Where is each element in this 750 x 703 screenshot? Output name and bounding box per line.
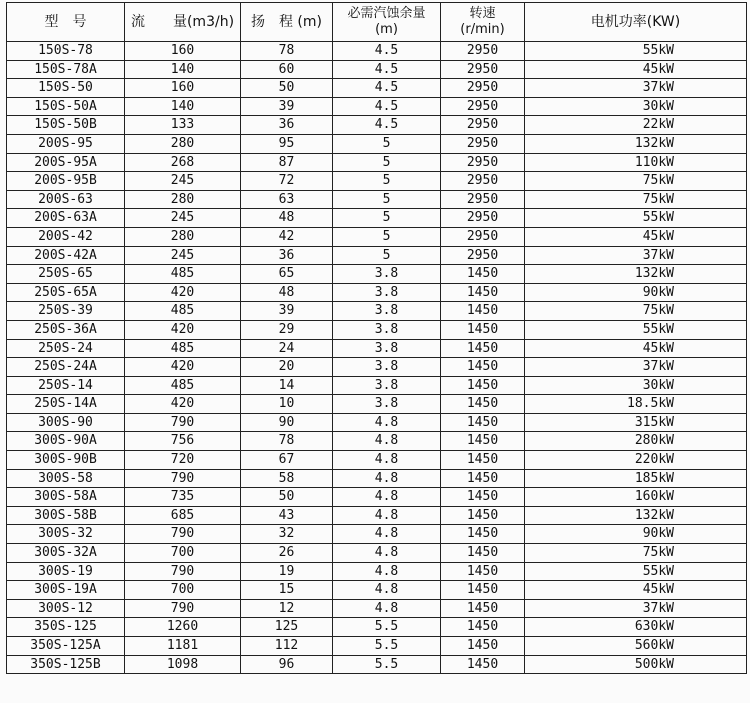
cell-head: 15 — [241, 581, 333, 600]
header-npsh: 必需汽蚀余量 (m) — [333, 3, 441, 42]
cell-model: 300S-12 — [7, 599, 125, 618]
cell-model: 250S-14 — [7, 376, 125, 395]
table-row — [7, 227, 747, 246]
cell-npsh: 4.8 — [333, 488, 441, 507]
cell-speed: 1450 — [441, 265, 525, 284]
cell-power: 55kW — [525, 42, 747, 61]
cell-head: 36 — [241, 246, 333, 265]
cell-model: 150S-50B — [7, 116, 125, 135]
cell-speed: 2950 — [441, 97, 525, 116]
cell-flow: 140 — [125, 97, 241, 116]
cell-speed: 2950 — [441, 60, 525, 79]
table-row — [7, 544, 747, 563]
cell-model: 300S-58A — [7, 488, 125, 507]
cell-power: 90kW — [525, 525, 747, 544]
table-row — [7, 265, 747, 284]
cell-power: 37kW — [525, 246, 747, 265]
cell-head: 125 — [241, 618, 333, 637]
cell-speed: 2950 — [441, 190, 525, 209]
cell-npsh: 5.5 — [333, 655, 441, 674]
cell-npsh: 4.8 — [333, 432, 441, 451]
cell-npsh: 4.5 — [333, 116, 441, 135]
cell-model: 300S-32A — [7, 544, 125, 563]
cell-model: 300S-32 — [7, 525, 125, 544]
cell-flow: 245 — [125, 172, 241, 191]
cell-model: 300S-90A — [7, 432, 125, 451]
cell-flow: 420 — [125, 395, 241, 414]
table-row — [7, 190, 747, 209]
cell-flow: 700 — [125, 581, 241, 600]
header-model: 型 号 — [7, 3, 125, 42]
table-row — [7, 302, 747, 321]
cell-speed: 1450 — [441, 413, 525, 432]
cell-npsh: 5 — [333, 172, 441, 191]
cell-head: 39 — [241, 302, 333, 321]
cell-power: 630kW — [525, 618, 747, 637]
cell-model: 200S-95B — [7, 172, 125, 191]
cell-power: 160kW — [525, 488, 747, 507]
cell-npsh: 3.8 — [333, 395, 441, 414]
cell-speed: 1450 — [441, 655, 525, 674]
cell-model: 200S-63 — [7, 190, 125, 209]
cell-speed: 1450 — [441, 395, 525, 414]
cell-model: 150S-78A — [7, 60, 125, 79]
table-row — [7, 618, 747, 637]
cell-speed: 1450 — [441, 525, 525, 544]
cell-speed: 1450 — [441, 581, 525, 600]
cell-model: 200S-42A — [7, 246, 125, 265]
cell-power: 18.5kW — [525, 395, 747, 414]
table-row — [7, 283, 747, 302]
cell-power: 280kW — [525, 432, 747, 451]
header-head: 扬 程 (m) — [241, 3, 333, 42]
cell-speed: 1450 — [441, 469, 525, 488]
cell-model: 150S-50A — [7, 97, 125, 116]
cell-npsh: 5 — [333, 190, 441, 209]
cell-flow: 790 — [125, 469, 241, 488]
cell-npsh: 3.8 — [333, 283, 441, 302]
cell-flow: 140 — [125, 60, 241, 79]
cell-model: 250S-39 — [7, 302, 125, 321]
cell-flow: 420 — [125, 358, 241, 377]
table-row — [7, 320, 747, 339]
cell-npsh: 4.8 — [333, 599, 441, 618]
cell-speed: 2950 — [441, 134, 525, 153]
table-row — [7, 209, 747, 228]
cell-npsh: 5.5 — [333, 618, 441, 637]
cell-npsh: 3.8 — [333, 302, 441, 321]
cell-head: 50 — [241, 79, 333, 98]
cell-head: 39 — [241, 97, 333, 116]
cell-flow: 160 — [125, 79, 241, 98]
table-row — [7, 395, 747, 414]
cell-flow: 790 — [125, 525, 241, 544]
cell-power: 30kW — [525, 97, 747, 116]
table-row — [7, 42, 747, 61]
table-row — [7, 506, 747, 525]
cell-flow: 485 — [125, 339, 241, 358]
cell-head: 14 — [241, 376, 333, 395]
cell-flow: 485 — [125, 376, 241, 395]
cell-flow: 485 — [125, 302, 241, 321]
cell-head: 58 — [241, 469, 333, 488]
table-row — [7, 413, 747, 432]
cell-speed: 1450 — [441, 320, 525, 339]
table-row — [7, 339, 747, 358]
cell-power: 132kW — [525, 265, 747, 284]
cell-npsh: 3.8 — [333, 320, 441, 339]
table-body — [7, 42, 747, 674]
cell-speed: 1450 — [441, 544, 525, 563]
cell-npsh: 5 — [333, 209, 441, 228]
cell-power: 75kW — [525, 190, 747, 209]
cell-speed: 1450 — [441, 562, 525, 581]
cell-flow: 735 — [125, 488, 241, 507]
cell-power: 55kW — [525, 562, 747, 581]
cell-head: 112 — [241, 637, 333, 656]
header-power: 电机功率(KW) — [525, 3, 747, 42]
cell-npsh: 4.5 — [333, 42, 441, 61]
cell-npsh: 3.8 — [333, 265, 441, 284]
cell-head: 67 — [241, 451, 333, 470]
pump-spec-table — [6, 2, 747, 674]
cell-power: 45kW — [525, 339, 747, 358]
cell-head: 29 — [241, 320, 333, 339]
cell-speed: 2950 — [441, 42, 525, 61]
cell-npsh: 5 — [333, 153, 441, 172]
cell-model: 150S-78 — [7, 42, 125, 61]
cell-model: 350S-125A — [7, 637, 125, 656]
cell-model: 300S-19 — [7, 562, 125, 581]
table-row — [7, 451, 747, 470]
cell-power: 185kW — [525, 469, 747, 488]
cell-power: 500kW — [525, 655, 747, 674]
cell-flow: 485 — [125, 265, 241, 284]
table-row — [7, 655, 747, 674]
cell-flow: 1260 — [125, 618, 241, 637]
cell-speed: 1450 — [441, 302, 525, 321]
cell-power: 37kW — [525, 599, 747, 618]
cell-npsh: 4.8 — [333, 581, 441, 600]
cell-head: 48 — [241, 283, 333, 302]
cell-flow: 133 — [125, 116, 241, 135]
cell-head: 87 — [241, 153, 333, 172]
cell-head: 60 — [241, 60, 333, 79]
cell-model: 200S-63A — [7, 209, 125, 228]
table-row — [7, 581, 747, 600]
cell-model: 300S-19A — [7, 581, 125, 600]
table-row — [7, 376, 747, 395]
cell-power: 30kW — [525, 376, 747, 395]
cell-power: 45kW — [525, 227, 747, 246]
cell-head: 78 — [241, 42, 333, 61]
cell-npsh: 3.8 — [333, 376, 441, 395]
cell-flow: 790 — [125, 413, 241, 432]
cell-head: 90 — [241, 413, 333, 432]
cell-npsh: 4.8 — [333, 413, 441, 432]
cell-model: 250S-24 — [7, 339, 125, 358]
cell-npsh: 5 — [333, 227, 441, 246]
cell-head: 24 — [241, 339, 333, 358]
cell-speed: 1450 — [441, 488, 525, 507]
cell-flow: 268 — [125, 153, 241, 172]
cell-power: 55kW — [525, 209, 747, 228]
cell-model: 300S-58 — [7, 469, 125, 488]
cell-power: 315kW — [525, 413, 747, 432]
cell-npsh: 3.8 — [333, 339, 441, 358]
cell-power: 75kW — [525, 172, 747, 191]
table-row — [7, 60, 747, 79]
cell-npsh: 4.8 — [333, 562, 441, 581]
cell-model: 300S-90 — [7, 413, 125, 432]
cell-head: 96 — [241, 655, 333, 674]
cell-flow: 280 — [125, 227, 241, 246]
cell-power: 132kW — [525, 134, 747, 153]
cell-speed: 1450 — [441, 358, 525, 377]
cell-npsh: 4.8 — [333, 506, 441, 525]
cell-power: 37kW — [525, 358, 747, 377]
cell-model: 250S-65A — [7, 283, 125, 302]
cell-head: 19 — [241, 562, 333, 581]
cell-flow: 685 — [125, 506, 241, 525]
table-row — [7, 79, 747, 98]
cell-model: 250S-24A — [7, 358, 125, 377]
cell-flow: 245 — [125, 246, 241, 265]
table-header-row — [7, 3, 747, 42]
cell-head: 43 — [241, 506, 333, 525]
cell-npsh: 5.5 — [333, 637, 441, 656]
header-flow: 流 量(m3/h) — [125, 3, 241, 42]
table-row — [7, 432, 747, 451]
table-row — [7, 134, 747, 153]
cell-head: 36 — [241, 116, 333, 135]
cell-flow: 245 — [125, 209, 241, 228]
cell-flow: 160 — [125, 42, 241, 61]
cell-head: 32 — [241, 525, 333, 544]
cell-npsh: 4.8 — [333, 544, 441, 563]
cell-speed: 2950 — [441, 153, 525, 172]
cell-npsh: 5 — [333, 246, 441, 265]
cell-head: 72 — [241, 172, 333, 191]
cell-power: 220kW — [525, 451, 747, 470]
cell-speed: 2950 — [441, 227, 525, 246]
cell-flow: 700 — [125, 544, 241, 563]
table-row — [7, 116, 747, 135]
cell-power: 37kW — [525, 79, 747, 98]
cell-power: 55kW — [525, 320, 747, 339]
cell-head: 63 — [241, 190, 333, 209]
cell-flow: 280 — [125, 134, 241, 153]
cell-npsh: 3.8 — [333, 358, 441, 377]
cell-power: 45kW — [525, 60, 747, 79]
cell-speed: 1450 — [441, 432, 525, 451]
header-speed: 转速 (r/min) — [441, 3, 525, 42]
cell-power: 75kW — [525, 302, 747, 321]
cell-flow: 756 — [125, 432, 241, 451]
cell-flow: 1098 — [125, 655, 241, 674]
table-row — [7, 562, 747, 581]
cell-speed: 1450 — [441, 599, 525, 618]
cell-speed: 1450 — [441, 637, 525, 656]
cell-flow: 790 — [125, 562, 241, 581]
cell-power: 75kW — [525, 544, 747, 563]
table-row — [7, 599, 747, 618]
table-row — [7, 488, 747, 507]
cell-model: 250S-65 — [7, 265, 125, 284]
cell-head: 20 — [241, 358, 333, 377]
cell-power: 560kW — [525, 637, 747, 656]
cell-npsh: 4.8 — [333, 451, 441, 470]
cell-power: 90kW — [525, 283, 747, 302]
cell-speed: 1450 — [441, 283, 525, 302]
cell-speed: 1450 — [441, 451, 525, 470]
cell-model: 300S-58B — [7, 506, 125, 525]
table-row — [7, 172, 747, 191]
cell-flow: 720 — [125, 451, 241, 470]
cell-head: 78 — [241, 432, 333, 451]
cell-flow: 280 — [125, 190, 241, 209]
cell-model: 350S-125 — [7, 618, 125, 637]
cell-model: 150S-50 — [7, 79, 125, 98]
cell-flow: 420 — [125, 320, 241, 339]
cell-speed: 2950 — [441, 172, 525, 191]
cell-flow: 790 — [125, 599, 241, 618]
cell-head: 10 — [241, 395, 333, 414]
cell-model: 250S-36A — [7, 320, 125, 339]
cell-head: 95 — [241, 134, 333, 153]
cell-power: 110kW — [525, 153, 747, 172]
table-row — [7, 246, 747, 265]
cell-model: 200S-95A — [7, 153, 125, 172]
table-row — [7, 97, 747, 116]
cell-npsh: 4.5 — [333, 97, 441, 116]
cell-npsh: 4.5 — [333, 79, 441, 98]
cell-npsh: 4.5 — [333, 60, 441, 79]
cell-npsh: 4.8 — [333, 469, 441, 488]
cell-head: 50 — [241, 488, 333, 507]
cell-model: 250S-14A — [7, 395, 125, 414]
table-row — [7, 358, 747, 377]
cell-head: 26 — [241, 544, 333, 563]
cell-speed: 2950 — [441, 246, 525, 265]
cell-head: 48 — [241, 209, 333, 228]
cell-model: 200S-42 — [7, 227, 125, 246]
cell-speed: 1450 — [441, 506, 525, 525]
cell-head: 12 — [241, 599, 333, 618]
cell-flow: 1181 — [125, 637, 241, 656]
cell-power: 45kW — [525, 581, 747, 600]
cell-power: 22kW — [525, 116, 747, 135]
table-row — [7, 469, 747, 488]
cell-speed: 1450 — [441, 376, 525, 395]
cell-speed: 2950 — [441, 79, 525, 98]
cell-npsh: 5 — [333, 134, 441, 153]
table-row — [7, 637, 747, 656]
cell-model: 300S-90B — [7, 451, 125, 470]
cell-power: 132kW — [525, 506, 747, 525]
cell-head: 65 — [241, 265, 333, 284]
cell-speed: 1450 — [441, 618, 525, 637]
cell-head: 42 — [241, 227, 333, 246]
cell-speed: 1450 — [441, 339, 525, 358]
cell-speed: 2950 — [441, 116, 525, 135]
cell-flow: 420 — [125, 283, 241, 302]
cell-model: 350S-125B — [7, 655, 125, 674]
table-row — [7, 525, 747, 544]
cell-speed: 2950 — [441, 209, 525, 228]
table-row — [7, 153, 747, 172]
cell-model: 200S-95 — [7, 134, 125, 153]
cell-npsh: 4.8 — [333, 525, 441, 544]
